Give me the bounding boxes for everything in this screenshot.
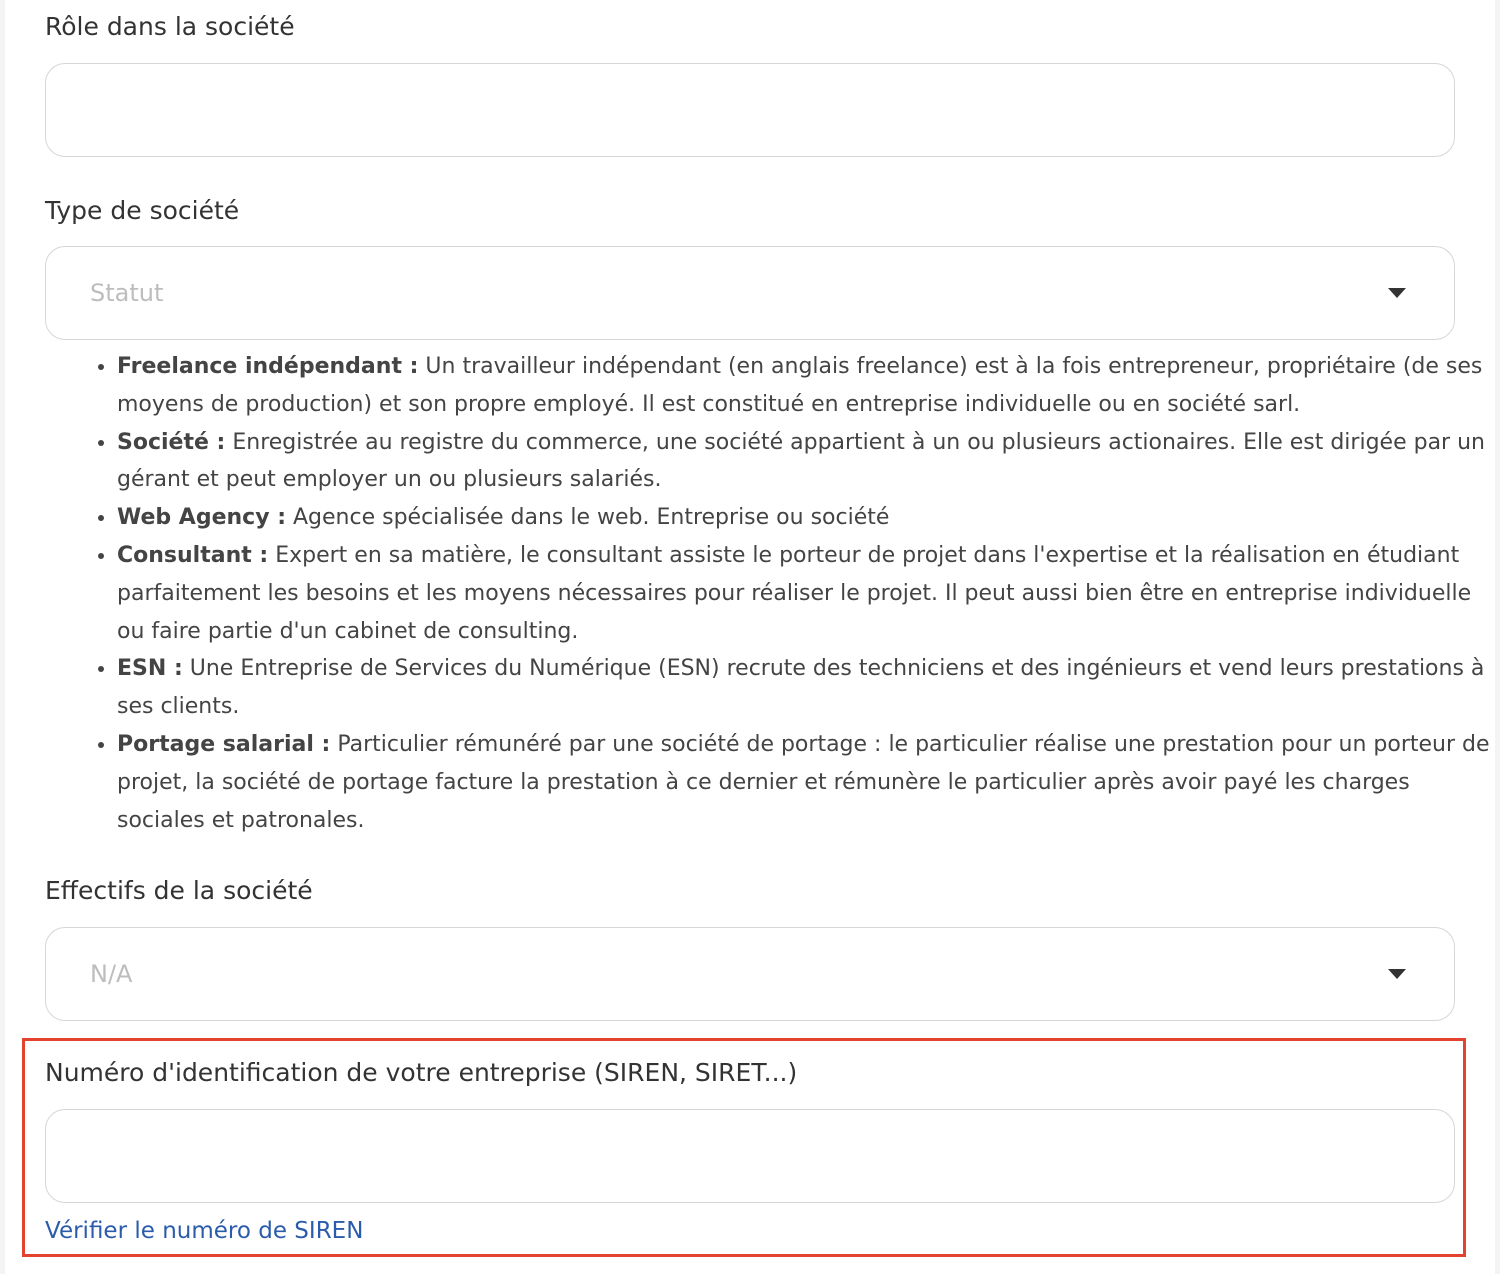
type-desc: Un travailleur indépendant (en anglais freelance) est à la fois entrepreneur, propriétaire (de ses moyens de production) et son propre employé. Il est constitué en entreprise individuelle ou en société sarl. <box>117 354 1483 417</box>
type-term: Société : <box>117 429 226 455</box>
type-desc: Enregistrée au registre du commerce, une société appartient à un ou plusieurs actionaires. Elle est dirigée par un gérant et peut employer un ou plusieurs salariés. <box>117 429 1485 493</box>
type-desc: Expert en sa matière, le consultant assiste le porteur de projet dans l'expertise et la réalisation en étudiant parfaitement les besoins et les moyens nécessaires pour réaliser le projet. Il peut aussi bien être en entreprise individuelle ou faire partie d'un cabinet de consulting. <box>117 542 1472 644</box>
list-item <box>117 499 1497 537</box>
headcount-selected-value: N/A <box>90 960 133 988</box>
chevron-down-icon <box>1388 969 1406 979</box>
headcount-select[interactable] <box>45 927 1455 1021</box>
company-type-help-list <box>79 348 1497 839</box>
chevron-down-icon <box>1388 288 1406 298</box>
company-id-input[interactable] <box>46 1110 1454 1202</box>
type-desc: Une Entreprise de Services du Numérique (ESN) recrute des techniciens et des ingénieurs et vend leurs prestations à ses clients. <box>117 656 1485 720</box>
company-type-select[interactable] <box>45 246 1455 340</box>
type-term: Freelance indépendant : <box>117 354 419 379</box>
type-term: ESN : <box>117 656 183 682</box>
company-type-placeholder: Statut <box>90 279 164 307</box>
list-item <box>117 424 1497 500</box>
company-id-field-box <box>45 1109 1455 1203</box>
role-label: Rôle dans la société <box>45 12 295 41</box>
type-desc: Particulier rémunéré par une société de portage : le particulier réalise une prestation pour un porteur de projet, la société de portage facture la prestation à ce dernier et rémunère le particulier après avoir payé les charges sociales et patronales. <box>117 731 1490 833</box>
type-desc: Agence spécialisée dans le web. Entreprise ou société <box>286 505 890 531</box>
list-item <box>117 726 1497 839</box>
form-page <box>5 0 1495 1274</box>
verify-siren-link[interactable]: Vérifier le numéro de SIREN <box>45 1218 364 1244</box>
company-id-label: Numéro d'identification de votre entreprise (SIREN, SIRET...) <box>45 1058 798 1087</box>
headcount-label: Effectifs de la société <box>45 876 313 905</box>
list-item <box>117 650 1497 726</box>
list-item <box>117 537 1497 650</box>
list-item <box>117 348 1497 424</box>
company-type-label: Type de société <box>45 196 240 225</box>
type-term: Portage salarial : <box>117 731 331 757</box>
role-input[interactable] <box>46 64 1454 156</box>
type-term: Consultant : <box>117 542 269 568</box>
type-term: Web Agency : <box>117 505 287 531</box>
role-field-box <box>45 63 1455 157</box>
